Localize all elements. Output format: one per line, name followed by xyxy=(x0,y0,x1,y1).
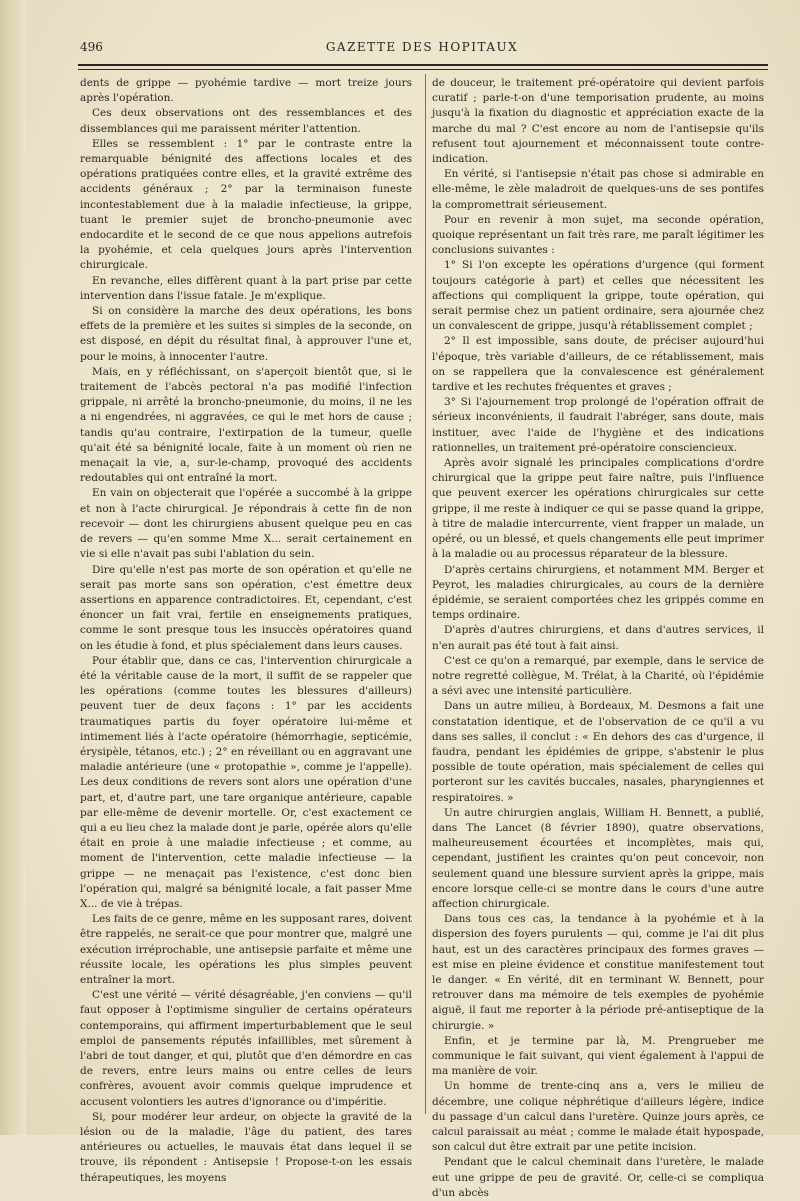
binding-gutter xyxy=(0,0,26,1135)
conclusion-item: 1° Si l'on excepte les opérations d'urgence (qui forment toujours catégorie à part) et celles que nécessitent les affections qui compliquent la grippe, toute opération, qui serait permise chez un patient ordinaire, sera ajournée chez un convalescent de grippe, jusqu'à rétablissement complet ; xyxy=(432,259,764,333)
header-rule-thin xyxy=(78,69,768,70)
column-divider xyxy=(425,74,426,1114)
paragraph: Si on considère la marche des deux opérations, les bons effets de la première et les suites si simples de la seconde, on est disposé, en dépit du résultat final, à approuver l'une et, pour le moins, à innocenter l'autre. xyxy=(80,305,412,363)
header-rule-thick xyxy=(78,64,768,66)
left-column xyxy=(80,76,412,1186)
paragraph: D'après certains chirurgiens, et notamment MM. Berger et Peyrot, les maladies chirurgicales, au cours de la dernière épidémie, se seraient comportées chez les grippés comme en temps ordinaire. xyxy=(432,563,764,622)
page-number: 496 xyxy=(80,40,103,54)
paragraph: Ces deux observations ont des ressemblances et des dissemblances qui me paraissent mériter l'attention. xyxy=(80,107,412,135)
paragraph: Dire qu'elle n'est pas morte de son opération et qu'elle ne serait pas morte sans son opération, c'est émettre deux assertions en apparence contradictoires. Et, cependant, c'est énoncer un fait vrai, fertile en enseignements pratiques, comme le sont presque tous les insuccès opératoires quand on les étudie à fond, et plus spécialement dans leurs causes. xyxy=(80,563,412,652)
paragraph: En revanche, elles diffèrent quant à la part prise par cette intervention dans l'issue fatale. Je m'explique. xyxy=(80,274,412,302)
paragraph: Si, pour modérer leur ardeur, on objecte la gravité de la lésion ou de la maladie, l'âge du patient, des tares antérieures ou actuelles, le mauvais état dans lequel il se trouve, ils répondent : Antisepsie ! Propose-t-on les essais thérapeutiques, les moyens xyxy=(80,1110,412,1184)
page-header xyxy=(80,40,764,60)
journal-title: GAZETTE DES HOPITAUX xyxy=(325,40,519,54)
paragraph: En vérité, si l'antisepsie n'était pas chose si admirable en elle-même, le zèle maladroit de quelques-uns de ses pontifes la compromettrait sérieusement. xyxy=(432,168,764,211)
conclusion-item: 2° Il est impossible, sans doute, de préciser aujourd'hui l'époque, très variable d'ailleurs, de ce rétablissement, mais on se rappellera que la convalescence est généralement tardive et les rechutes fréquentes et graves ; xyxy=(432,335,764,394)
paragraph: Dans tous ces cas, la tendance à la pyohémie et à la dispersion des foyers purulents — qui, comme je l'ai dit plus haut, est un des caractères principaux des formes graves — est mise en pleine évidence et constitue manifestement tout le danger. « En vérité, dit en terminant W. Bennett, pour retrouver dans ma mémoire de tels exemples de pyohémie aiguë, il faut me reporter à la période pré-antiseptique de la chirurgie. » xyxy=(432,913,764,1032)
paragraph: C'est une vérité — vérité désagréable, j'en conviens — qu'il faut opposer à l'optimisme singulier de certains opérateurs contemporains, qui affirment imperturbablement que le seul emploi de pansements réputés infaillibles, met sûrement à l'abri de tout danger, et qui, plutôt que d'en démordre en cas de revers, entre leurs mains ou entre celles de leurs confrères, avouent avoir commis quelque imprudence et accusent volontiers les autres d'ignorance ou d'impéritie. xyxy=(80,989,412,1108)
paragraph: Enfin, et je termine par là, M. Prengrueber me communique le fait suivant, qui vient également à l'appui de ma manière de voir. xyxy=(432,1034,764,1078)
paragraph: dents de grippe — pyohémie tardive — mort treize jours après l'opération. xyxy=(80,77,412,105)
paragraph: Elles se ressemblent : 1° par le contraste entre la remarquable bénignité des affections locales et des opérations pratiquées contre elles, et la gravité extrême des accidents généraux ; 2° par la terminaison funeste incontestablement due à la maladie infectieuse, la grippe, tuant le premier sujet de broncho-pneumonie avec endocardite et le second de ce que nous appelions autrefois la pyohémie, et cela quelques jours après l'intervention chirurgicale. xyxy=(80,137,412,272)
paragraph: Les faits de ce genre, même en les supposant rares, doivent être rappelés, ne serait-ce que pour montrer que, malgré une exécution irréprochable, une antisepsie parfaite et même une réussite locale, les opérations les plus simples peuvent entraîner la mort. xyxy=(80,913,412,986)
paragraph: Pour en revenir à mon sujet, ma seconde opération, quoique représentant un fait très rare, me paraît légitimer les conclusions suivantes : xyxy=(432,213,764,257)
conclusion-item: 3° Si l'ajournement trop prolongé de l'opération offrait de sérieux inconvénients, il faudrait l'abréger, sans doute, mais instituer, avec l'aide de l'hygiène et des indications rationnelles, un traitement pré-opératoire consciencieux. xyxy=(432,396,764,454)
paragraph: Mais, en y réfléchissant, on s'aperçoit bientôt que, si le traitement de l'abcès pectoral n'a pas modifié l'infection grippale, ni arrêté la broncho-pneumonie, du moins, il ne les a ni engendrées, ni aggravées, ce qui le met hors de cause ; tandis qu'au contraire, l'extirpation de la tumeur, quelle qu'ait été sa bénignité locale, faite à un moment où rien ne menaçait la vie, a, sur-le-champ, provoqué des accidents redoutables qui ont entraîné la mort. xyxy=(80,365,412,485)
paragraph: Un autre chirurgien anglais, William H. Bennett, a publié, dans The Lancet (8 février 1890), quatre observations, malheureusement écourtées et incomplètes, mais qui, cependant, justifient les craintes qu'on peut concevoir, non seulement quand une blessure survient après la grippe, mais encore lorsque celle-ci se montre dans le cours d'une autre affection chirurgicale. xyxy=(432,806,764,910)
paragraph: D'après d'autres chirurgiens, et dans d'autres services, il n'en aurait pas été tout à fait ainsi. xyxy=(432,624,764,652)
paragraph: Dans un autre milieu, à Bordeaux, M. Desmons a fait une constatation identique, et de l'observation de ce qu'il a vu dans ses salles, il conclut : « En dehors des cas d'urgence, il faudra, pendant les épidémies de grippe, s'abstenir le plus possible de toute opération, mais spécialement de celles qui porteront sur les cavités buccales, nasales, pharyngiennes et respiratoires. » xyxy=(432,700,764,804)
paragraph: de douceur, le traitement pré-opératoire qui devient parfois curatif ; parle-t-on d'une temporisation prudente, au moins jusqu'à la fixation du diagnostic et appréciation exacte de la marche du mal ? C'est encore au nom de l'antisepsie qu'ils refusent tout ajournement et méconnaissent toute contre-indication. xyxy=(432,77,764,166)
paragraph: Un homme de trente-cinq ans a, vers le milieu de décembre, une colique néphrétique d'ailleurs légère, indice du passage d'un calcul dans l'uretère. Quinze jours après, ce calcul paraissait au méat ; comme le malade était hypospade, son calcul dut être extrait par une petite incision. xyxy=(432,1080,764,1154)
paragraph: Après avoir signalé les principales complications d'ordre chirurgical que la grippe peut faire naître, puis l'influence que peuvent exercer les opérations chirurgicales sur cette grippe, il me reste à indiquer ce qui se passe quand la grippe, à titre de maladie intercurrente, vient frapper un malade, un opéré, ou un blessé, et quels changements elle peut imprimer à la maladie ou au processus réparateur de la blessure. xyxy=(432,457,764,561)
right-column xyxy=(432,76,764,1201)
paragraph: C'est ce qu'on a remarqué, par exemple, dans le service de notre regretté collègue, M. Trélat, à la Charité, où l'épidémie a sévi avec une intensité particulière. xyxy=(432,654,764,698)
paragraph: Pour établir que, dans ce cas, l'intervention chirurgicale a été la véritable cause de la mort, il suffit de se rappeler que les opérations (comme toutes les blessures d'ailleurs) peuvent tuer de deux façons : 1° par les accidents traumatiques partis du foyer opératoire lui-même et intimement liés à l'acte opératoire (hémorrhagie, septicémie, érysipèle, tétanos, etc.) ; 2° en réveillant ou en aggravant une maladie antérieure (une « protopathie », comme je l'appelle). Les deux conditions de revers sont alors une opération d'une part, et, d'autre part, une tare organique antérieure, capable par elle-même de devenir mortelle. Or, c'est exactement ce qui a eu lieu chez la malade dont je parle, opérée alors qu'elle était en proie à une maladie infectieuse ; et comme, au moment de l'intervention, cette maladie infectieuse — la grippe — ne menaçait pas l'existence, c'est donc bien l'opération qui, malgré sa bénignité locale, a fait passer Mme X... de vie à trépas. xyxy=(80,654,412,910)
paragraph: En vain on objecterait que l'opérée a succombé à la grippe et non à l'acte chirurgical. Je répondrais à cette fin de non recevoir — dont les chirurgiens abusent quelque peu en cas de revers — qu'en somme Mme X... serait certainement en vie si elle n'avait pas subi l'ablation du sein. xyxy=(80,487,412,561)
paragraph: Pendant que le calcul cheminait dans l'uretère, le malade eut une grippe de peu de gravité. Or, celle-ci se compliqua d'un abcès xyxy=(432,1156,764,1199)
